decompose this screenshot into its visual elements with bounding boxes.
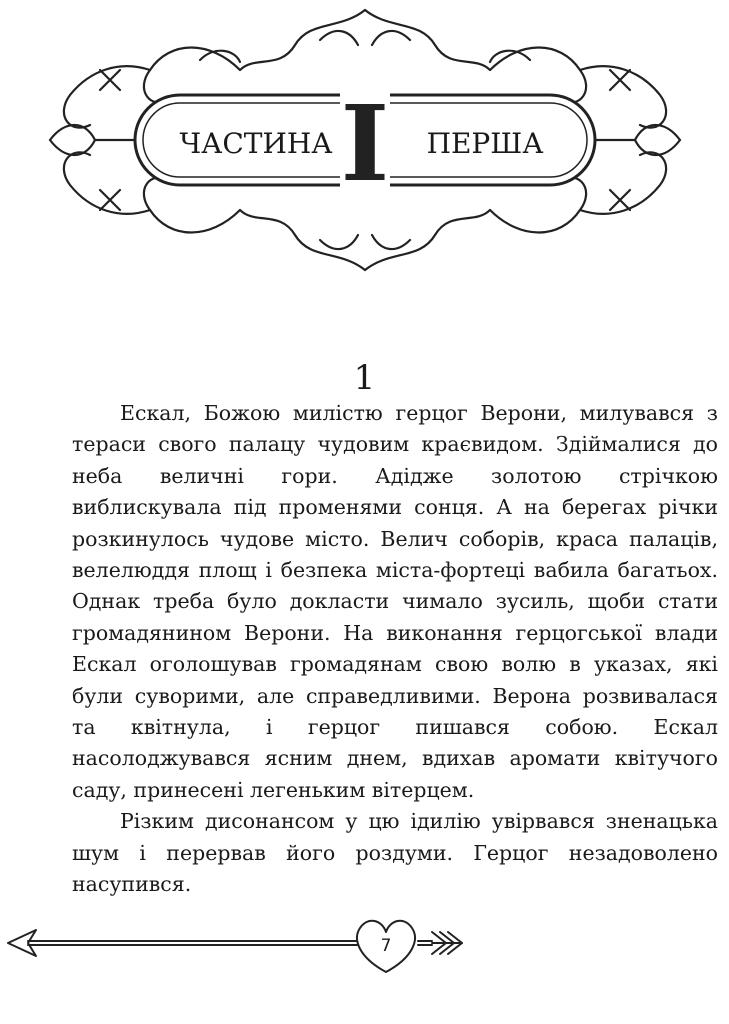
chapter-body: [72, 398, 718, 901]
footer-arrow-ornament: [0, 910, 729, 990]
part-label-right: ПЕРША: [426, 127, 544, 160]
part-numeral: I: [340, 82, 390, 205]
page-number: 7: [380, 936, 392, 956]
part-title-ornament: [40, 0, 690, 280]
part-label-left: ЧАСТИНА: [179, 127, 333, 160]
chapter-number: 1: [353, 358, 376, 398]
paragraph-1: Ескал, Божою милістю герцог Верони, милувався з тераси свого палацу чудовим краєвидом. Здіймалися до неба величні гори. Адідже золотою стрічкою виблискувала під променями сонця. А на берегах річки розкинулось чудове місто. Велич соборів, краса палаців, велелюддя площ і безпека міста-фортеці вабила багатьох. Однак треба було докласти чимало зусиль, щоби стати громадянином Верони. На виконання герцогської влади Ескал оголошував громадянам свою волю в указах, які були суворими, але справедливими. Верона розвивалася та квітнула, і герцог пишався собою. Ескал насолоджувався ясним днем, вдихав аромати квітучого саду, принесені легеньким вітерцем.: [72, 401, 718, 802]
paragraph-2: Різким дисонансом у цю ідилію увірвався зненацька шум і перервав його роздуми. Герцог незадоволено насупився.: [72, 809, 718, 897]
